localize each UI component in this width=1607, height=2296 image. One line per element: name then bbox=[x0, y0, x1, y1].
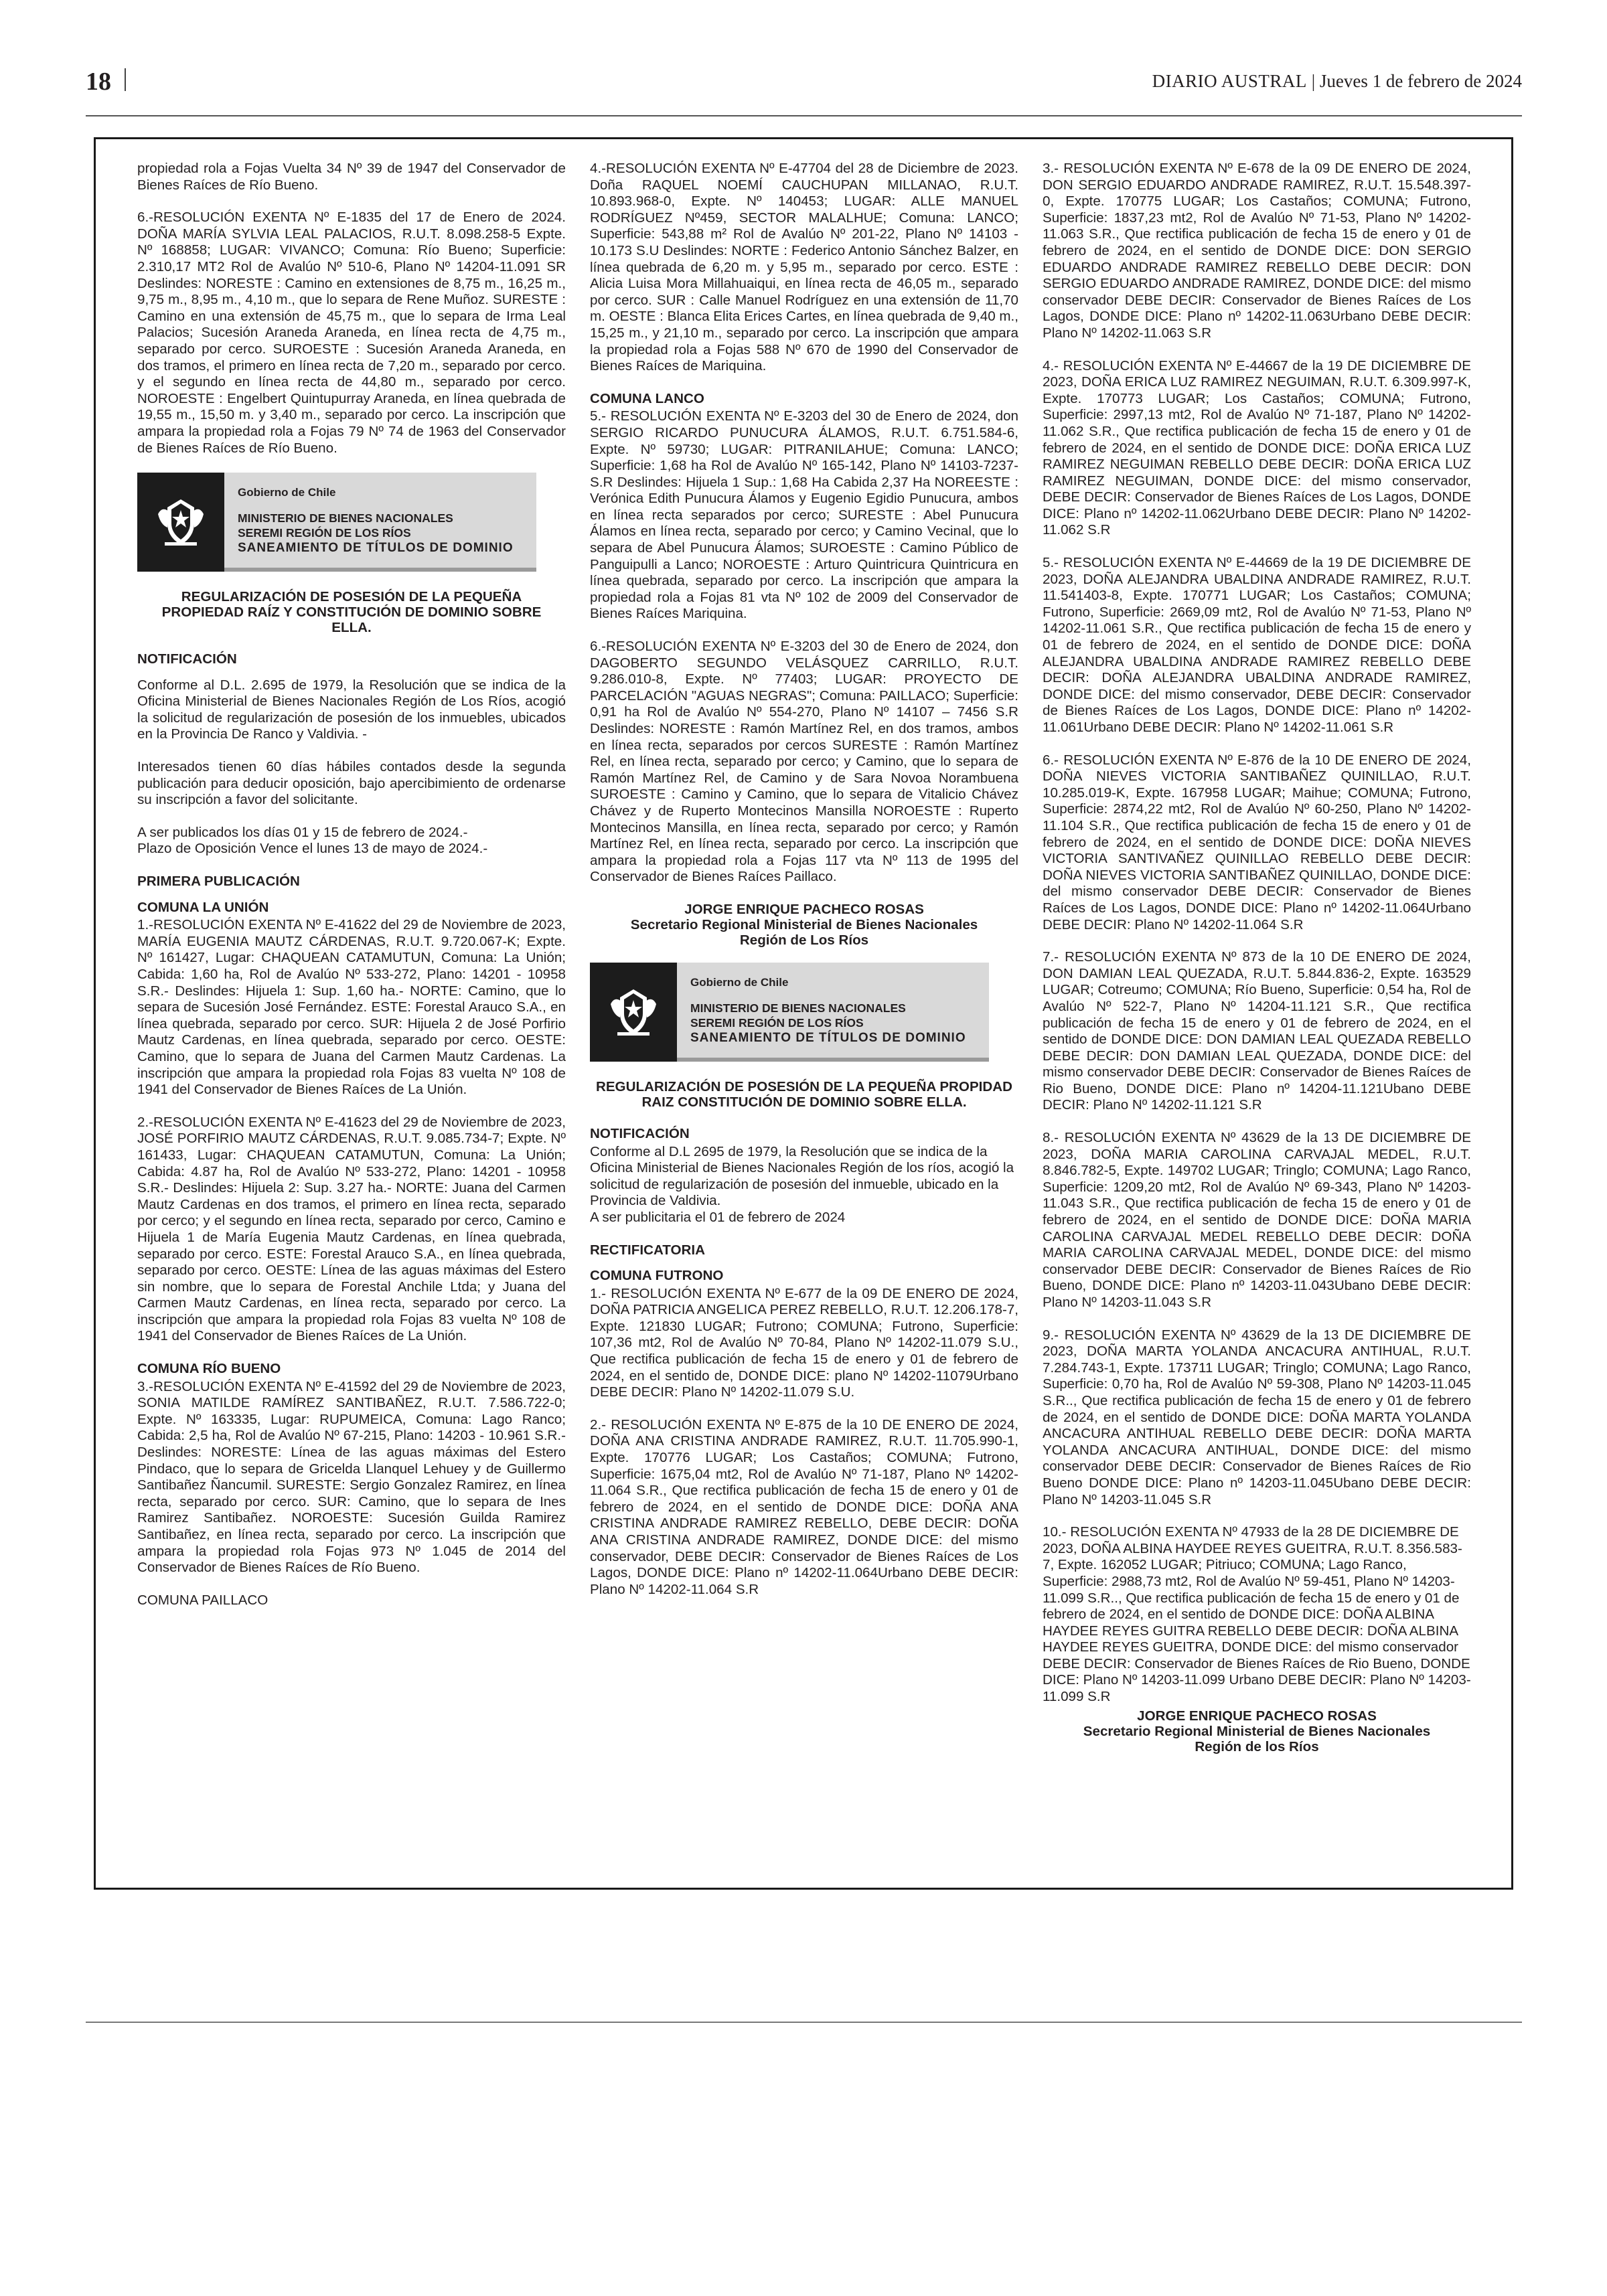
newspaper-name: DIARIO AUSTRAL bbox=[1152, 71, 1307, 91]
resolution-1: 1.-RESOLUCIÓN EXENTA Nº E-41622 del 29 de Noviembre de 2023, MARÍA EUGENIA MAUTZ CÁRDENAS, R.U.T. 9.720.067-K; Expte. Nº 161427, Lugar: CHAQUEAN CATAMUTUN, Comuna: La Unión; Cabida: 1,60 ha, Rol de Avalúo Nº 533-272, Plano: 14201 - 10958 S.R.- Deslindes: Hijuela 1: Sup. 1,60 ha.- NORTE: Camino, que lo separa de Sucesión José Fernández. ESTE: Forestal Arauco S.A., en línea quebrada, separado por cerco. SUR: Hijuela 2 de José Porfirio Mautz Cardenas, en línea quebrada, separado por cerco. OESTE: Camino, que lo separa de Juana del Carmen Mautz Cardenas. La inscripción que ampara la propiedad rola Fojas 83 vuelta Nº 108 de 1941 del Conservador de Bienes Raíces de La Unión. bbox=[137, 917, 566, 1098]
notificacion-heading: NOTIFICACIÓN bbox=[137, 651, 237, 667]
primera-publicacion-heading: PRIMERA PUBLICACIÓN bbox=[137, 874, 300, 890]
signatory-name: JORGE ENRIQUE PACHECO ROSAS bbox=[684, 901, 924, 917]
rectification-3: 3.- RESOLUCIÓN EXENTA Nº E-678 de la 09 DE ENERO DE 2024, DON SERGIO EDUARDO ANDRADE RAMIREZ, R.U.T. 15.548.397-0, Expte. 170775 LUGAR; Los Castaños; COMUNA; Futrono, Superficie: 1837,23 mt2, Rol de Avalúo Nº 71-53, Plano Nº 14202-11.063 S.R., Que rectifica publicación de fecha 15 de enero y 01 de febrero de 2024, en el sentido de DONDE DICE: DON SERGIO EDUARDO ANDRADE RAMIREZ REBELLO DEBE DECIR: DON SERGIO EDUARDO ANDRADE RAMIREZ, DONDE DICE: del mismo conservador DEBE DECIR: Conservador de Bienes Raíces de Los Lagos, DONDE DICE: Plano nº 14202-11.063Urbano DEBE DECIR: Plano Nº 14202-11.063 S.R bbox=[1043, 161, 1471, 341]
paragraph-intro: propiedad rola a Fojas Vuelta 34 Nº 39 de 1947 del Conservador de Bienes Raíces de Río Bueno. bbox=[137, 161, 566, 193]
rectification-10: 10.- RESOLUCIÓN EXENTA Nº 47933 de la 28 DE DICIEMBRE DE 2023, DOÑA ALBINA HAYDEE REYES GUEITRA, R.U.T. 8.356.583-7, Expte. 162052 LUGAR; Pitriuco; COMUNA; Lago Ranco, Superficie: 2988,73 mt2, Rol de Avalúo Nº 59-451, Plano Nº 14203-11.099 S.R.., Que rectifica publicación de fecha 15 de enero y 01 de febrero de 2024, en el sentido de DONDE DICE: DOÑA ALBINA HAYDEE REYES GUITRA REBELLO DEBE DECIR: DOÑA ALBINA HAYDEE REYES GUEITRA, DONDE DICE: del mismo conservador DEBE DECIR: Conservador de Bienes Raíces de Rio Bueno, DONDE DICE: Plano Nº 14203-11.099 Urbano DEBE DECIR: Plano Nº 14203-11.099 S.R bbox=[1043, 1524, 1471, 1705]
rectification-4: 4.- RESOLUCIÓN EXENTA Nº E-44667 de la 19 DE DICIEMBRE DE 2023, DOÑA ERICA LUZ RAMIREZ NEGUIMAN, R.U.T. 6.309.997-K, Expte. 170773 LUGAR; Los Castaños; COMUNA; Futrono, Superficie: 2997,13 mt2, Rol de Avalúo Nº 71-187, Plano Nº 14202-11.062 S.R., Que rectifica publicación de fecha 15 de enero y 01 de febrero de 2024, en el sentido de DONDE DICE: DOÑA ERICA LUZ RAMIREZ NEGUIMAN REBELLO DEBE DECIR: DOÑA ERICA LUZ RAMIREZ NEGUIMAN, DONDE DICE: del mismo conservador, DEBE DECIR: Conservador de Bienes Raíces de Los Lagos, DONDE DICE: Plano nº 14202-11.062Urbano DEBE DECIR: Plano Nº 14202-11.062 S.R bbox=[1043, 357, 1471, 538]
ministry-label: MINISTERIO DE BIENES NACIONALES bbox=[238, 511, 453, 525]
signature-block bbox=[590, 902, 1018, 948]
government-banner bbox=[590, 963, 989, 1062]
comuna-paillaco-heading: COMUNA PAILLACO bbox=[137, 1592, 269, 1608]
resolution-5: 5.- RESOLUCIÓN EXENTA Nº E-3203 del 30 de Enero de 2024, don SERGIO RICARDO PUNUCURA ÁLAMOS, R.U.T. 6.751.584-6, Expte. Nº 59730; LUGAR: PITRANILAHUE; Comuna: LANCO; Superficie: 1,68 ha Rol de Avalúo Nº 165-142, Plano Nº 14103-7237-S.R Deslindes: Hijuela 1 Sup.: 1,68 Ha Cabida 2,37 Ha NOREESTE : Verónica Edith Punucura Álamos y Eugenio Egidio Punucura, ambos en línea recta separados por cerco; SURESTE : Abel Punucura Álamos en línea recta, separado por cerco; y Camino Vecinal, que lo separa de Abel Punucura Álamos; SUROESTE : Camino Público de Panguipulli a Lanco; NOROESTE : Arturo Quintricura Quintricura en línea quebrada, separado por cerco. La inscripción que ampara la propiedad rola a Fojas 81 vta Nº 102 de 2009 del Conservador de Bienes Raíces Mariquina. bbox=[590, 408, 1018, 622]
banner-stripe bbox=[224, 568, 536, 572]
page-number-divider bbox=[125, 68, 126, 91]
rectification-1: 1.- RESOLUCIÓN EXENTA Nº E-677 de la 09 DE ENERO DE 2024, DOÑA PATRICIA ANGELICA PEREZ REBELLO, R.U.T. 12.206.178-7, Expte. 121830 LUGAR; Futrono; COMUNA; Futrono, Superficie: 107,36 mt2, Rol de Avalúo Nº 70-84, Plano Nº 14202-11.079 S.U., Que rectifica publicación de fecha 15 de enero y 01 de febrero de 2024, en el sentido de, DONDE DICE: plano Nº 14202-11079Urbano DEBE DECIR: Plano Nº 14202-11.079 S.U. bbox=[590, 1285, 1018, 1400]
paragraph-interesados: Interesados tienen 60 días hábiles contados desde la segunda publicación para deducir oposición, bajo apercibimiento de ordenarse su inscripción a favor del solicitante. bbox=[137, 759, 566, 808]
page-header bbox=[86, 62, 1522, 102]
signature-block bbox=[1043, 1708, 1471, 1754]
signatory-role: Secretario Regional Ministerial de Bienes Nacionales bbox=[1083, 1723, 1431, 1739]
comuna-futrono-heading: COMUNA FUTRONO bbox=[590, 1268, 724, 1284]
notificacion-heading: NOTIFICACIÓN bbox=[590, 1125, 690, 1141]
resolution-2: 2.-RESOLUCIÓN EXENTA Nº E-41623 del 29 de Noviembre de 2023, JOSÉ PORFIRIO MAUTZ CÁRDENAS, R.U.T. 9.085.734-7; Expte. Nº 161433, Lugar: CHAQUEAN CATAMUTUN, Comuna: La Unión; Cabida: 4.87 ha, Rol de Avalúo Nº 533-272, Plano: 14201 - 10958 S.R.- Deslindes: Hijuela 2: Sup. 3.27 ha.- NORTE: Juana del Carmen Mautz Cardenas en dos tramos, el primero en línea recta, separado por cerco; y el segundo en línea recta, separado por cerco, Camino e Hijuela 1 de María Eugenia Mautz Cardenas, en línea quebrada, separado por cerco. ESTE: Forestal Arauco S.A., en línea quebrada, separado por cerco. OESTE: Línea de las aguas máximas del Estero sin nombre, que lo separa de Forestal Anchile Ltda; y Juana del Carmen Mautz Cardenas, en línea recta, separado por cerco. La inscripción que ampara la propiedad rola Fojas 83 vuelta Nº 108 de 1941 del Conservador de Bienes Raíces de La Unión. bbox=[137, 1114, 566, 1344]
coat-of-arms-icon bbox=[590, 963, 677, 1062]
banner-stripe bbox=[677, 1058, 989, 1062]
resolution-6: 6.-RESOLUCIÓN EXENTA Nº E-1835 del 17 de Enero de 2024. DOÑA MARÍA SYLVIA LEAL PALACIOS, R.U.T. 8.098.258-5 Expte. Nº 168858; LUGAR: VIVANCO; Comuna: Río Bueno; Superficie: 2.310,17 MT2 Rol de Avalúo Nº 510-6, Plano Nº 14204-11.091 SR Deslindes: NORESTE : Camino en extensiones de 8,75 m., 16,25 m., 9,75 m., 8,95 m., 4,10 m., que lo separa de Rene Muñoz. SURESTE : Camino en una extensión de 45,75 m., que lo separa de Irma Leal Palacios; Sucesión Araneda Araneda, en línea recta de 4,75 m., separado por cerco. SUROESTE : Sucesión Araneda Araneda, en dos tramos, el primero en línea recta de 7,20 m., separado por cerco. y el segundo en línea recta de 44,80 m., separado por cerco. NOROESTE : Engelbert Quintupurray Araneda, en línea quebrada de 19,55 m., 15,50 m. y 3,40 m., separado por cerco. La inscripción que ampara la propiedad rola a Fojas 79 Nº 74 de 1963 del Conservador de Bienes Raíces de Río Bueno. bbox=[137, 210, 566, 456]
legal-notice-frame bbox=[94, 137, 1513, 1890]
column-3 bbox=[1043, 161, 1471, 1874]
publication-date: A ser publicitaria el 01 de febrero de 2024 bbox=[590, 1209, 846, 1225]
rectificatoria-heading: RECTIFICATORIA bbox=[590, 1242, 705, 1258]
page-number: 18 bbox=[86, 68, 111, 96]
paragraph-conforme: Conforme al D.L 2695 de 1979, la Resolución que se indica de la Oficina Ministerial de Bienes Nacionales Región de los ríos, acogió la solicitud de regularización de posesión del inmueble, ubicado en la Provincia de Valdivia. bbox=[590, 1143, 1014, 1209]
resolution-3: 3.-RESOLUCIÓN EXENTA Nº E-41592 del 29 de Noviembre de 2023, SONIA MATILDE RAMÍREZ SANTIBAÑEZ, R.U.T. 7.586.722-0; Expte. Nº 163335, Lugar: RUPUMEICA, Comuna: Lago Ranco; Cabida: 2,5 ha, Rol de Avalúo Nº 67-215, Plano: 14203 - 10.961 S.R.- Deslindes: NORESTE: Línea de las aguas máximas del Estero Pindaco, que lo separa de Gricelda Llanquel Lehuey y de Guillermo Santibañez Ñancumil. SURESTE: Sergio Gonzalez Ramirez, en línea recta, separado por cerco. SUR: Camino, que lo separa de Ines Ramirez Santibañez. NOROESTE: Sucesión Guilda Ramirez Santibañez, en línea recta, separado por cerco. La inscripción que ampara la propiedad rola Fojas 973 Nº 1.045 de 2014 del Conservador de Bienes Raíces de Río Bueno. bbox=[137, 1378, 566, 1576]
comuna-la-union-heading: COMUNA LA UNIÓN bbox=[137, 899, 269, 915]
paragraph-conforme: Conforme al D.L. 2.695 de 1979, la Resolución que se indica de la Oficina Ministerial de Bienes Nacionales Región de Los Ríos, acogió la solicitud de regularización de posesión de los inmuebles, ubicados en la Provincia De Ranco y Valdivia. - bbox=[137, 677, 566, 742]
opposition-deadline: Plazo de Oposición Vence el lunes 13 de mayo de 2024.- bbox=[137, 841, 488, 857]
saneamiento-label: SANEAMIENTO DE TÍTULOS DE DOMINIO bbox=[690, 1030, 966, 1045]
column-2 bbox=[590, 161, 1018, 1874]
rectification-9: 9.- RESOLUCIÓN EXENTA Nº 43629 de la 13 DE DICIEMBRE DE 2023, DOÑA MARTA YOLANDA ANCACURA ANTIHUAL, R.U.T. 7.284.743-1, Expte. 173711 LUGAR; Tringlo; COMUNA; Lago Ranco, Superficie: 0,70 ha, Rol de Avalúo Nº 59-308, Plano Nº 14203-11.045 S.R.., Que rectifica publicación de fecha 15 de enero y 01 de febrero de 2024, en el sentido de DONDE DICE: DOÑA MARTA YOLANDA ANCACURA ANTIHUAL REBELLO DEBE DECIR: DOÑA MARTA YOLANDA ANCACURA ANTIHUAL, DONDE DICE: del mismo conservador DEBE DECIR: Conservador de Bienes Raíces de Rio Bueno DONDE DICE: Plano nº 14203-11.045Ubano DEBE DECIR: Plano Nº 14203-11.045 S.R bbox=[1043, 1327, 1471, 1507]
comuna-rio-bueno-heading: COMUNA RÍO BUENO bbox=[137, 1361, 281, 1377]
government-banner-text bbox=[224, 473, 536, 572]
notice-title: REGULARIZACIÓN DE POSESIÓN DE LA PEQUEÑA PROPIDAD RAIZ CONSTITUCIÓN DE DOMINIO SOBRE ELLA. bbox=[595, 1078, 1013, 1110]
ministry-label: MINISTERIO DE BIENES NACIONALES bbox=[690, 1001, 906, 1015]
rectification-7: 7.- RESOLUCIÓN EXENTA Nº 873 de la 10 DE ENERO DE 2024, DON DAMIAN LEAL QUEZADA, R.U.T. 5.844.836-2, Expte. 163529 LUGAR; Cotreumo; COMUNA; Río Bueno, Superficie: 0,54 ha, Rol de Avalúo Nº 522-7, Plano Nº 14204-11.121 S.R., Que rectifica publicación de fecha 15 de enero y 01 de febrero de 2024, en el sentido de DONDE DICE: DON DAMIAN LEAL QUEZADA REBELLO DEBE DECIR: DON DAMIAN LEAL QUEZADA, DONDE DICE: del mismo conservador DEBE DECIR: Conservador de Bienes Raíces de Rio Bueno, DONDE DICE: Plano nº 14204-11.121Ubano DEBE DECIR: Plano Nº 14202-11.121 S.R bbox=[1043, 949, 1471, 1113]
rectification-5: 5.- RESOLUCIÓN EXENTA Nº E-44669 de la 19 DE DICIEMBRE DE 2023, DOÑA ALEJANDRA UBALDINA ANDRADE RAMIREZ, R.U.T. 11.541403-8, Expte. 170771 LUGAR; Los Castaños; COMUNA; Futrono, Superficie: 2669,09 mt2, Rol de Avalúo Nº 71-53, Plano Nº 14202-11.061 S.R., Que rectifica publicación de fecha 15 de enero y 01 de febrero de 2024, en el sentido de DONDE DICE: DOÑA ALEJANDRA UBALDINA ANDRADE RAMIREZ REBELLO DEBE DECIR: DOÑA ALEJANDRA UBALDINA ANDRADE RAMIREZ, DONDE DICE: del mismo conservador, DEBE DECIR: Conservador de Bienes Raíces de Los Lagos, DONDE DICE: Plano nº 14202-11.061Urbano DEBE DECIR: Plano Nº 14202-11.061 S.R bbox=[1043, 555, 1471, 735]
notice-title: REGULARIZACIÓN DE POSESIÓN DE LA PEQUEÑA PROPIEDAD RAÍZ Y CONSTITUCIÓN DE DOMINIO SOBRE ELLA. bbox=[161, 589, 542, 636]
publication-dates: A ser publicados los días 01 y 15 de febrero de 2024.- bbox=[137, 824, 468, 840]
resolution-6-paillaco: 6.-RESOLUCIÓN EXENTA Nº E-3203 del 30 de Enero de 2024, don DAGOBERTO SEGUNDO VELÁSQUEZ CARRILLO, R.U.T. 9.286.010-8, Expte. Nº 77403; LUGAR: PROYECTO DE PARCELACIÓN "AGUAS NEGRAS"; Comuna: PAILLACO; Superficie: 0,91 ha Rol de Avalúo Nº 554-270, Plano Nº 14107 – 7456 S.R Deslindes: NORESTE : Ramón Martínez Rel, en dos tramos, ambos en línea recta, separados por cercos SURESTE : Ramón Martínez Rel, en línea recta, separado por cerco; y Camino, que lo separa de Ramón Martínez Rel, de Camino y de Sara Novoa Norambuena SUROESTE : Camino y Camino, que lo separa de Vitalicio Chávez Chávez y de Ruperto Montecinos Mansilla NOROESTE : Ruperto Montecinos Mansilla, en línea recta, separado por cerco; y Ramón Martínez Rel, en línea recta, separado por cerco. La inscripción que ampara la propiedad rola a Fojas 117 vta Nº 113 de 1995 del Conservador de Bienes Raíces Paillaco. bbox=[590, 639, 1018, 885]
signatory-region: Región de Los Ríos bbox=[739, 932, 869, 948]
signatory-name: JORGE ENRIQUE PACHECO ROSAS bbox=[1137, 1708, 1377, 1724]
comuna-lanco-heading: COMUNA LANCO bbox=[590, 390, 704, 406]
footer-rule bbox=[86, 2022, 1522, 2023]
gobierno-label: Gobierno de Chile bbox=[238, 486, 336, 499]
rectification-6: 6.- RESOLUCIÓN EXENTA Nº E-876 de la 10 DE ENERO DE 2024, DOÑA NIEVES VICTORIA SANTIBAÑEZ QUINILLAO, R.U.T. 10.285.019-K, Expte. 167958 LUGAR; Maihue; COMUNA; Futrono, Superficie: 2874,22 mt2, Rol de Avalúo Nº 60-250, Plano Nº 14202-11.104 S.R., Que rectifica publicación de fecha 15 de enero y 01 de febrero de 2024, en el sentido de DONDE DICE: DOÑA NIEVES VICTORIA SANTIVAÑEZ QUINILLAO REBELLO DEBE DECIR: DOÑA NIEVES VICTORIA SANTIBAÑEZ QUINILLAO, DONDE DICE: del mismo conservador DEBE DECIR: Conservador de Bienes Raíces de Los Lagos, DONDE DICE: Plano nº 14202-11.064Urbano DEBE DECIR: Plano Nº 14202-11.064 S.R bbox=[1043, 752, 1471, 932]
government-banner bbox=[137, 473, 536, 572]
issue-date: Jueves 1 de febrero de 2024 bbox=[1319, 71, 1522, 91]
signatory-role: Secretario Regional Ministerial de Bienes Nacionales bbox=[630, 916, 978, 932]
seremi-label: SEREMI REGIÓN DE LOS RÍOS bbox=[690, 1015, 864, 1030]
masthead: DIARIO AUSTRAL | Jueves 1 de febrero de 2024 bbox=[1152, 71, 1522, 91]
rectification-8: 8.- RESOLUCIÓN EXENTA Nº 43629 de la 13 DE DICIEMBRE DE 2023, DOÑA MARIA CAROLINA CARVAJAL MEDEL, R.U.T. 8.846.782-5, Expte. 149702 LUGAR; Tringlo; COMUNA; Lago Ranco, Superficie: 1209,20 mt2, Rol de Avalúo Nº 69-343, Plano Nº 14203-11.043 S.R., Que rectifica publicación de fecha 15 de enero y 01 de febrero de 2024, en el sentido de DONDE DICE: DOÑA MARIA CAROLINA CARVAJAL MEDEL REBELLO DEBE DECIR: DOÑA MARIA CAROLINA CARVAJAL MEDEL, DONDE DICE: del mismo conservador DEBE DECIR: Conservador de Bienes Raíces de Rio Bueno, DONDE DICE: Plano nº 14203-11.043Ubano DEBE DECIR: Plano Nº 14203-11.043 S.R bbox=[1043, 1130, 1471, 1310]
signatory-region: Región de los Ríos bbox=[1195, 1738, 1319, 1754]
resolution-4: 4.-RESOLUCIÓN EXENTA Nº E-47704 del 28 de Diciembre de 2023. Doña RAQUEL NOEMÍ CAUCHUPAN MILLANAO, R.U.T. 10.893.968-0, Expte. Nº 140453; LUGAR: ALLE MANUEL RODRÍGUEZ Nº459, SECTOR MALALHUE; Comuna: LANCO; Superficie: 543,88 m² Rol de Avalúo Nº 201-22, Plano Nº 14103 - 10.173 S.U Deslindes: NORTE : Federico Antonio Sánchez Balzer, en línea quebrada de 6,20 m. y 5,95 m., separado por cerco. ESTE : Alicia Luisa Mora Millahuaiqui, en línea recta de 46,05 m., separado por cerco. SUR : Calle Manuel Rodríguez en una extensión de 11,70 m. OESTE : Blanca Elita Erices Cartes, en línea quebrada de 9,40 m., 15,25 m., y 21,10 m., separado por cerco. La inscripción que ampara la propiedad rola a Fojas 588 Nº 670 de 1990 del Conservador de Bienes Raíces de Mariquina. bbox=[590, 161, 1018, 374]
government-banner-text bbox=[677, 963, 989, 1062]
seremi-label: SEREMI REGIÓN DE LOS RÍOS bbox=[238, 525, 411, 540]
coat-of-arms-icon bbox=[137, 473, 224, 572]
rectification-2: 2.- RESOLUCIÓN EXENTA Nº E-875 de la 10 DE ENERO DE 2024, DOÑA ANA CRISTINA ANDRADE RAMIREZ, R.U.T. 11.705.990-1, Expte. 170776 LUGAR; Los Castaños; COMUNA; Futrono, Superficie: 1675,04 mt2, Rol de Avalúo Nº 71-187, Plano Nº 14202-11.064 S.R., Que rectifica publicación de fecha 15 de enero y 01 de febrero de 2024, en el sentido de DONDE DICE: DOÑA ANA CRISTINA ANDRADE RAMIREZ REBELLO, DEBE DECIR: DOÑA ANA CRISTINA ANDRADE RAMIREZ, DONDE DICE: del mismo conservador, DEBE DECIR: Conservador de Bienes Raíces de Los Lagos, DONDE DICE: Plano nº 14202-11.064Urbano DEBE DECIR: Plano Nº 14202-11.064 S.R bbox=[590, 1416, 1018, 1597]
column-1 bbox=[137, 161, 566, 1874]
header-rule bbox=[86, 115, 1522, 116]
gobierno-label: Gobierno de Chile bbox=[690, 975, 789, 989]
saneamiento-label: SANEAMIENTO DE TÍTULOS DE DOMINIO bbox=[238, 540, 514, 555]
